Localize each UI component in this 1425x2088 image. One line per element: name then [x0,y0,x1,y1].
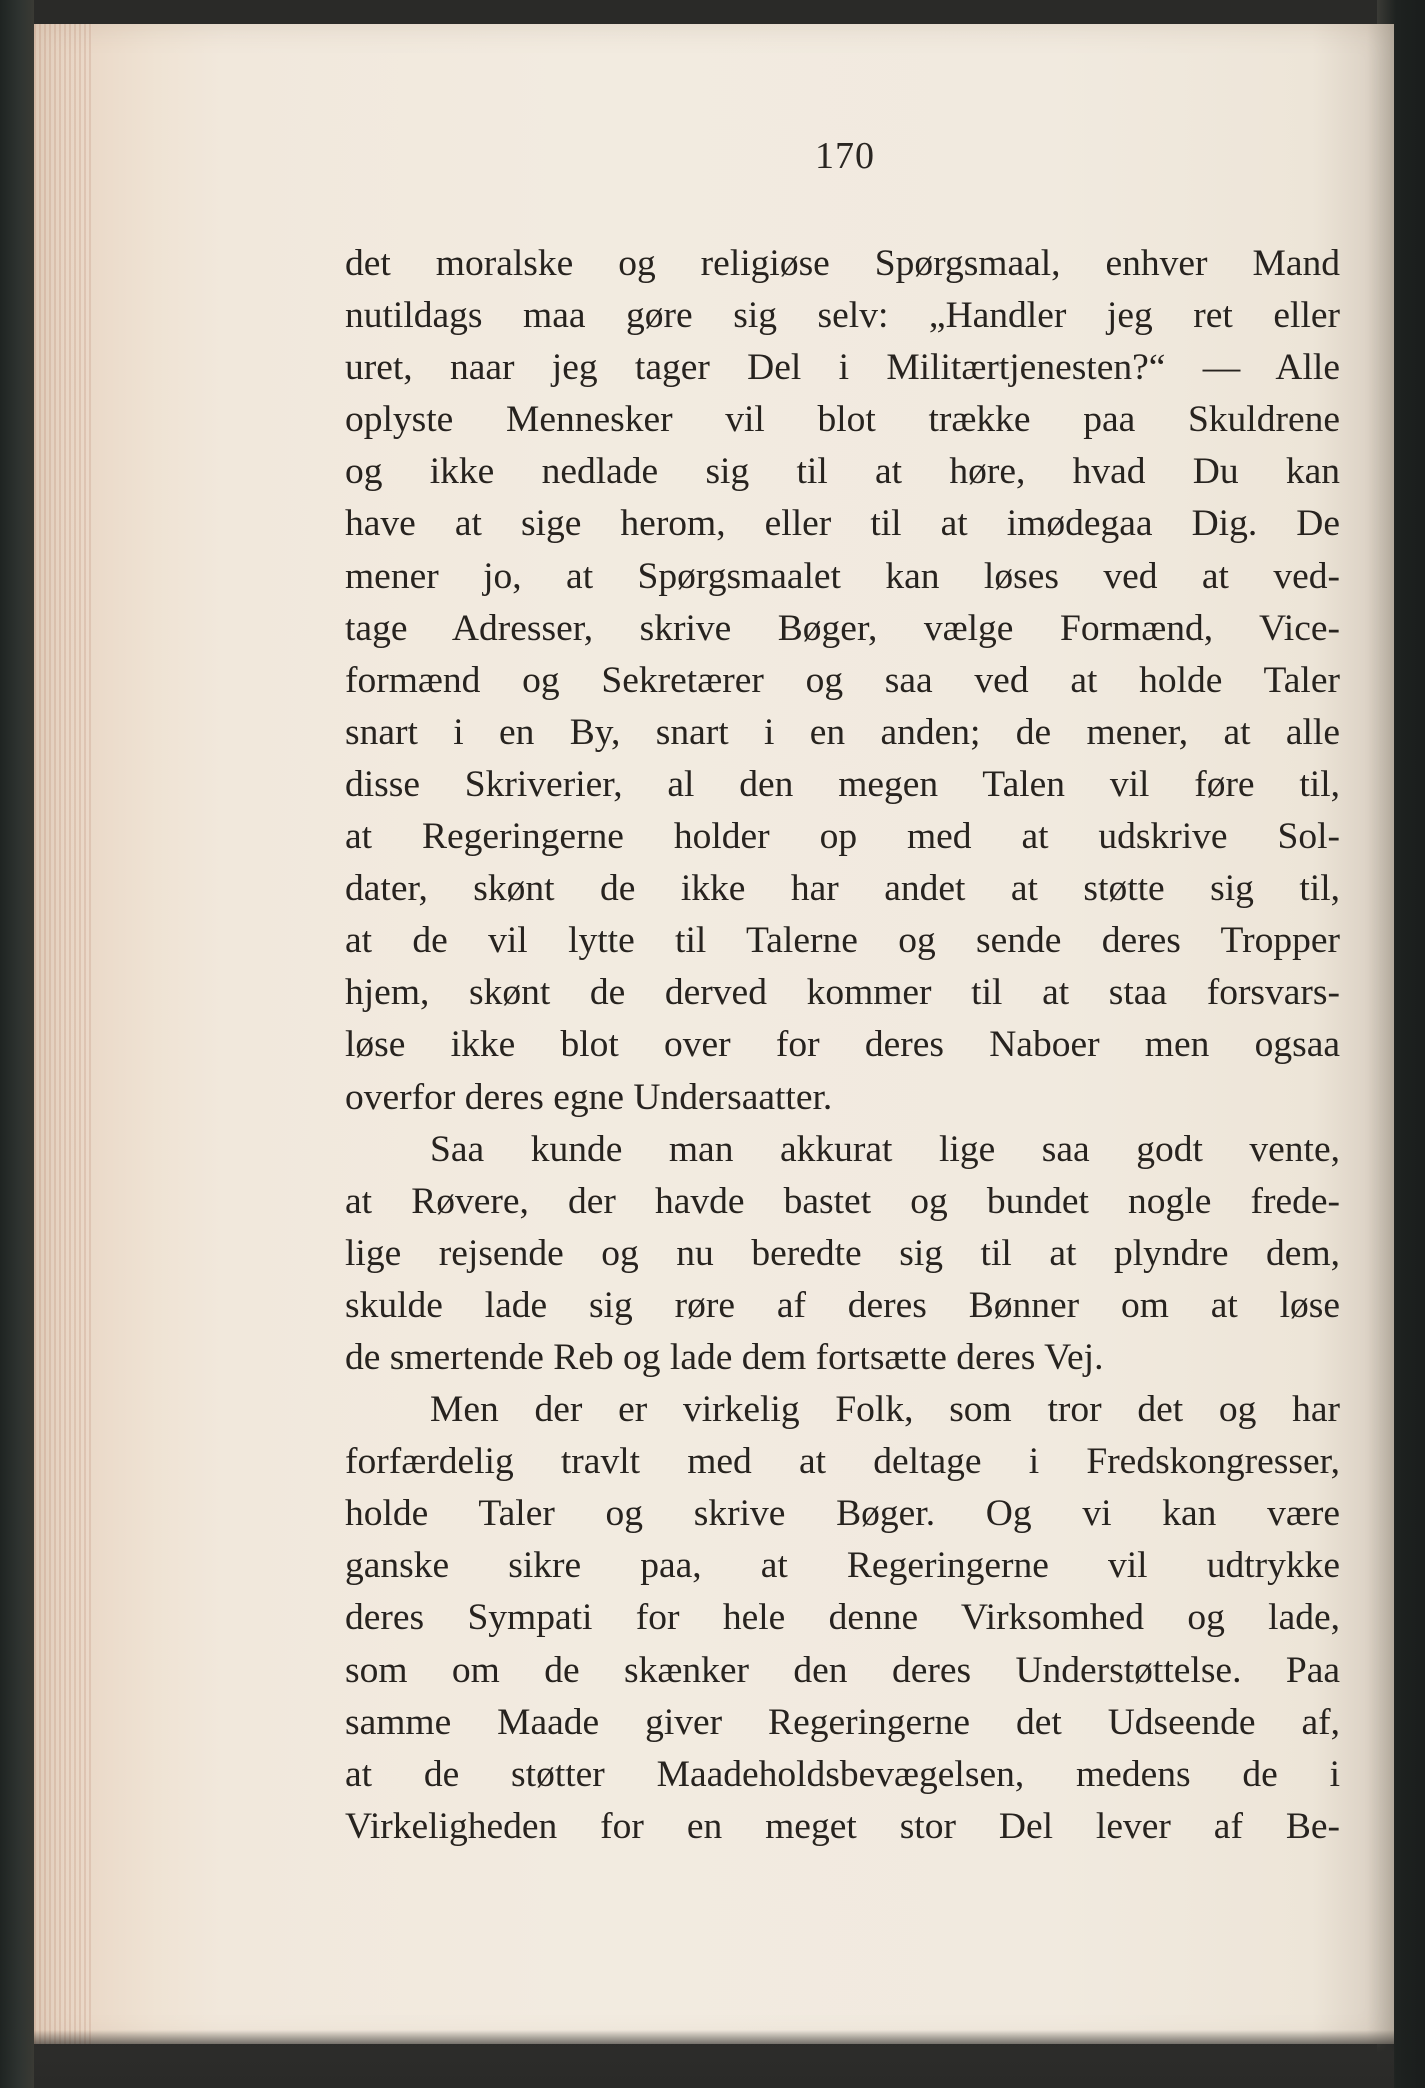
text-line: Virkeligheden for en meget stor Del lever af Be- [345,1805,1340,1847]
text-line: hjem, skønt de derved kommer til at staa forsvars- [345,972,1340,1014]
text-line: nutildags maa gøre sig selv: „Handler jeg ret eller [345,295,1340,337]
text-line: skulde lade sig røre af deres Bønner om at løse [345,1284,1340,1326]
page-number: 170 [815,135,875,177]
text-line: ganske sikre paa, at Regeringerne vil udtrykke [345,1545,1340,1587]
text-line: samme Maade giver Regeringerne det Udseende af, [345,1701,1340,1743]
text-line: have at sige herom, eller til at imødegaa Dig. De [345,503,1340,545]
text-line: mener jo, at Spørgsmaalet kan løses ved at ved- [345,555,1340,597]
text-line: tage Adresser, skrive Bøger, vælge Formænd, Vice- [345,607,1340,649]
text-line: Men der er virkelig Folk, som tror det og har [430,1389,1340,1431]
text-line: som om de skænker den deres Understøttelse. Paa [345,1649,1340,1691]
text-line: det moralske og religiøse Spørgsmaal, enhver Mand [345,243,1340,284]
text-line: at Røvere, der havde bastet og bundet nogle frede- [345,1180,1340,1222]
text-line: deres Sympati for hele denne Virksomhed og lade, [345,1597,1340,1639]
text-line: dater, skønt de ikke har andet at støtte sig til, [345,868,1340,910]
text-line: holde Taler og skrive Bøger. Og vi kan være [345,1493,1340,1535]
text-line: disse Skriverier, al den megen Talen vil føre til, [345,763,1340,805]
bottom-shadow [34,2030,1394,2088]
text-line: Saa kunde man akkurat lige saa godt vente, [430,1128,1340,1170]
text-line: lige rejsende og nu beredte sig til at plyndre dem, [345,1232,1340,1274]
text-line: snart i en By, snart i en anden; de mener, at alle [345,711,1340,753]
text-line: at Regeringerne holder op med at udskrive Sol- [345,816,1340,858]
book-cover-left-edge [0,0,34,2088]
text-line: at de vil lytte til Talerne og sende deres Tropper [345,920,1340,962]
text-line: oplyste Mennesker vil blot trække paa Skuldrene [345,399,1340,441]
text-line: formænd og Sekretærer og saa ved at holde Taler [345,659,1340,701]
page-stack-edge [34,24,92,2044]
text-line: løse ikke blot over for deres Naboer men ogsaa [345,1024,1340,1066]
text-line: overfor deres egne Undersaatter. [345,1076,833,1118]
text-line: uret, naar jeg tager Del i Militærtjenesten?“ — Alle [345,347,1340,389]
body-text [345,238,1340,1853]
text-line: og ikke nedlade sig til at høre, hvad Du kan [345,451,1340,493]
text-line: de smertende Reb og lade dem fortsætte deres Vej. [345,1336,1104,1378]
text-line: forfærdelig travlt med at deltage i Fredskongresser, [345,1441,1340,1483]
text-line: at de støtter Maadeholdsbevægelsen, medens de i [345,1753,1340,1795]
